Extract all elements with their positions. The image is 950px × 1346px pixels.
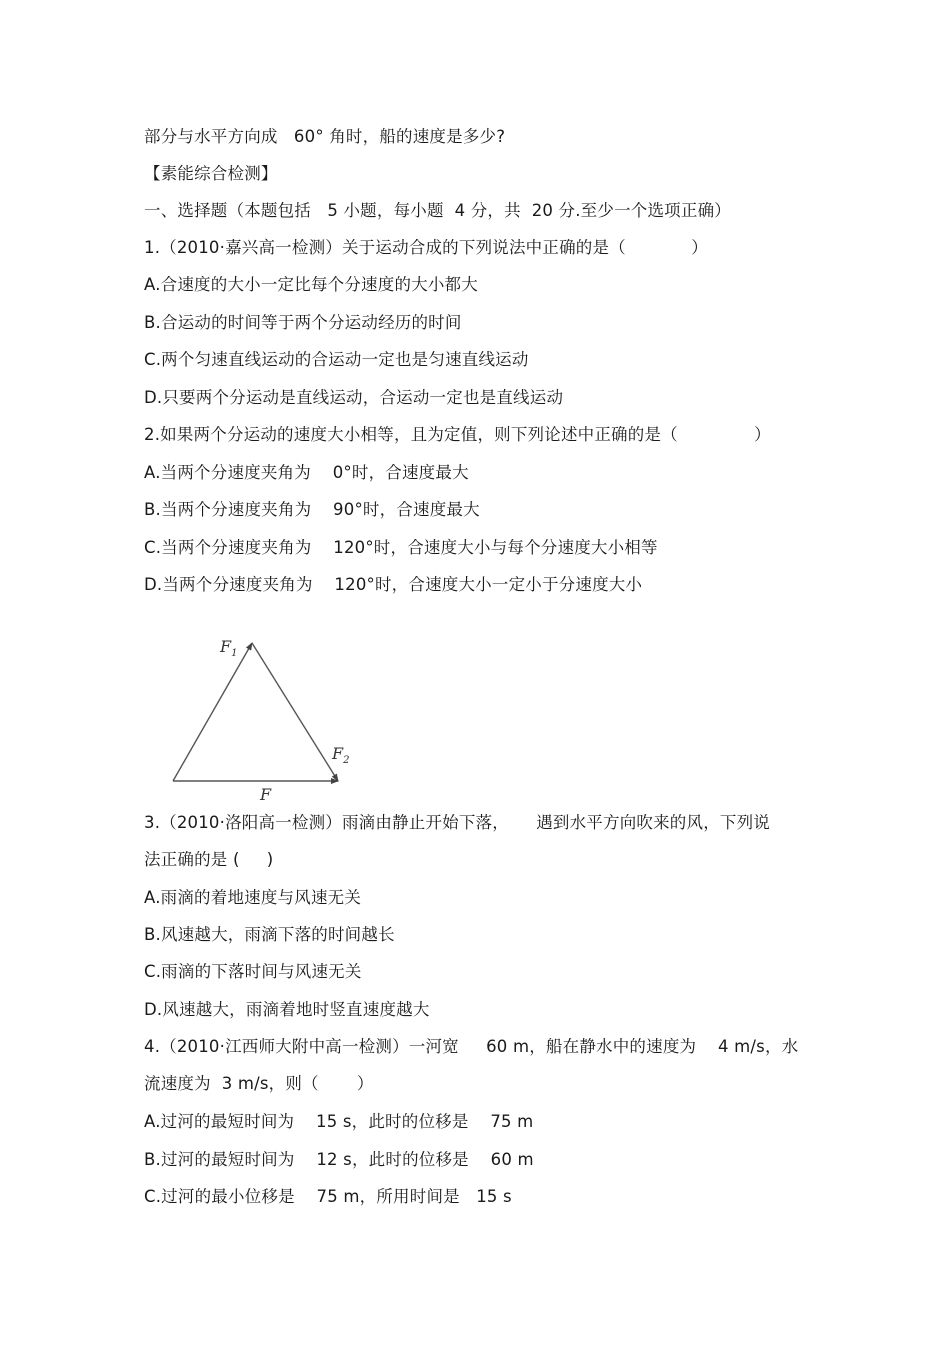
- question-group-heading: 一、选择题（本题包括 5 小题，每小题 4 分，共 20 分.至少一个选项正确）: [144, 201, 731, 220]
- question-4-option-c: C.过河的最小位移是 75 m，所用时间是 15 s: [144, 1187, 512, 1206]
- vector-f1-line: [173, 643, 252, 781]
- question-4-option-a: A.过河的最短时间为 15 s，此时的位移是 75 m: [144, 1112, 534, 1131]
- question-1-stem: 1.（2010·嘉兴高一检测）关于运动合成的下列说法中正确的是（ ）: [144, 238, 708, 257]
- question-3-stem-line-1: 3.（2010·洛阳高一检测）雨滴由静止开始下落， 遇到水平方向吹来的风，下列说: [144, 813, 771, 832]
- label-f2: $F_2$: [332, 744, 350, 766]
- force-triangle-svg: [160, 628, 360, 806]
- question-4-option-b: B.过河的最短时间为 12 s，此时的位移是 60 m: [144, 1150, 534, 1169]
- question-1-option-b: B.合运动的时间等于两个分运动经历的时间: [144, 313, 462, 332]
- question-3-option-a: A.雨滴的着地速度与风速无关: [144, 888, 362, 907]
- question-3-option-d: D.风速越大，雨滴着地时竖直速度越大: [144, 1000, 430, 1019]
- question-1-option-d: D.只要两个分运动是直线运动，合运动一定也是直线运动: [144, 388, 564, 407]
- question-1-option-a: A.合速度的大小一定比每个分速度的大小都大: [144, 275, 478, 294]
- question-2-option-c: C.当两个分速度夹角为 120°时，合速度大小与每个分速度大小相等: [144, 538, 658, 557]
- section-heading: 【素能综合检测】: [144, 164, 278, 183]
- label-f1: $F_1$: [220, 637, 238, 659]
- label-f: F: [260, 785, 272, 804]
- question-2-option-b: B.当两个分速度夹角为 90°时，合速度最大: [144, 500, 480, 519]
- question-3-option-b: B.风速越大，雨滴下落的时间越长: [144, 925, 395, 944]
- question-2-option-a: A.当两个分速度夹角为 0°时，合速度最大: [144, 463, 469, 482]
- question-1-option-c: C.两个匀速直线运动的合运动一定也是匀速直线运动: [144, 350, 529, 369]
- question-4-stem-line-1: 4.（2010·江西师大附中高一检测）一河宽 60 m，船在静水中的速度为 4 m/s，水: [144, 1037, 799, 1056]
- force-triangle-figure: [160, 628, 360, 806]
- text-line-1: 部分与水平方向成 60° 角时，船的速度是多少?: [144, 127, 506, 146]
- vector-f2-line: [252, 643, 338, 781]
- question-3-stem-line-2: 法正确的是 ( ): [144, 850, 274, 869]
- question-2-stem: 2.如果两个分运动的速度大小相等，且为定值，则下列论述中正确的是（ ）: [144, 425, 771, 444]
- question-4-stem-line-2: 流速度为 3 m/s，则（ ）: [144, 1074, 374, 1093]
- question-3-option-c: C.雨滴的下落时间与风速无关: [144, 962, 362, 981]
- question-2-option-d: D.当两个分速度夹角为 120°时，合速度大小一定小于分速度大小: [144, 575, 643, 594]
